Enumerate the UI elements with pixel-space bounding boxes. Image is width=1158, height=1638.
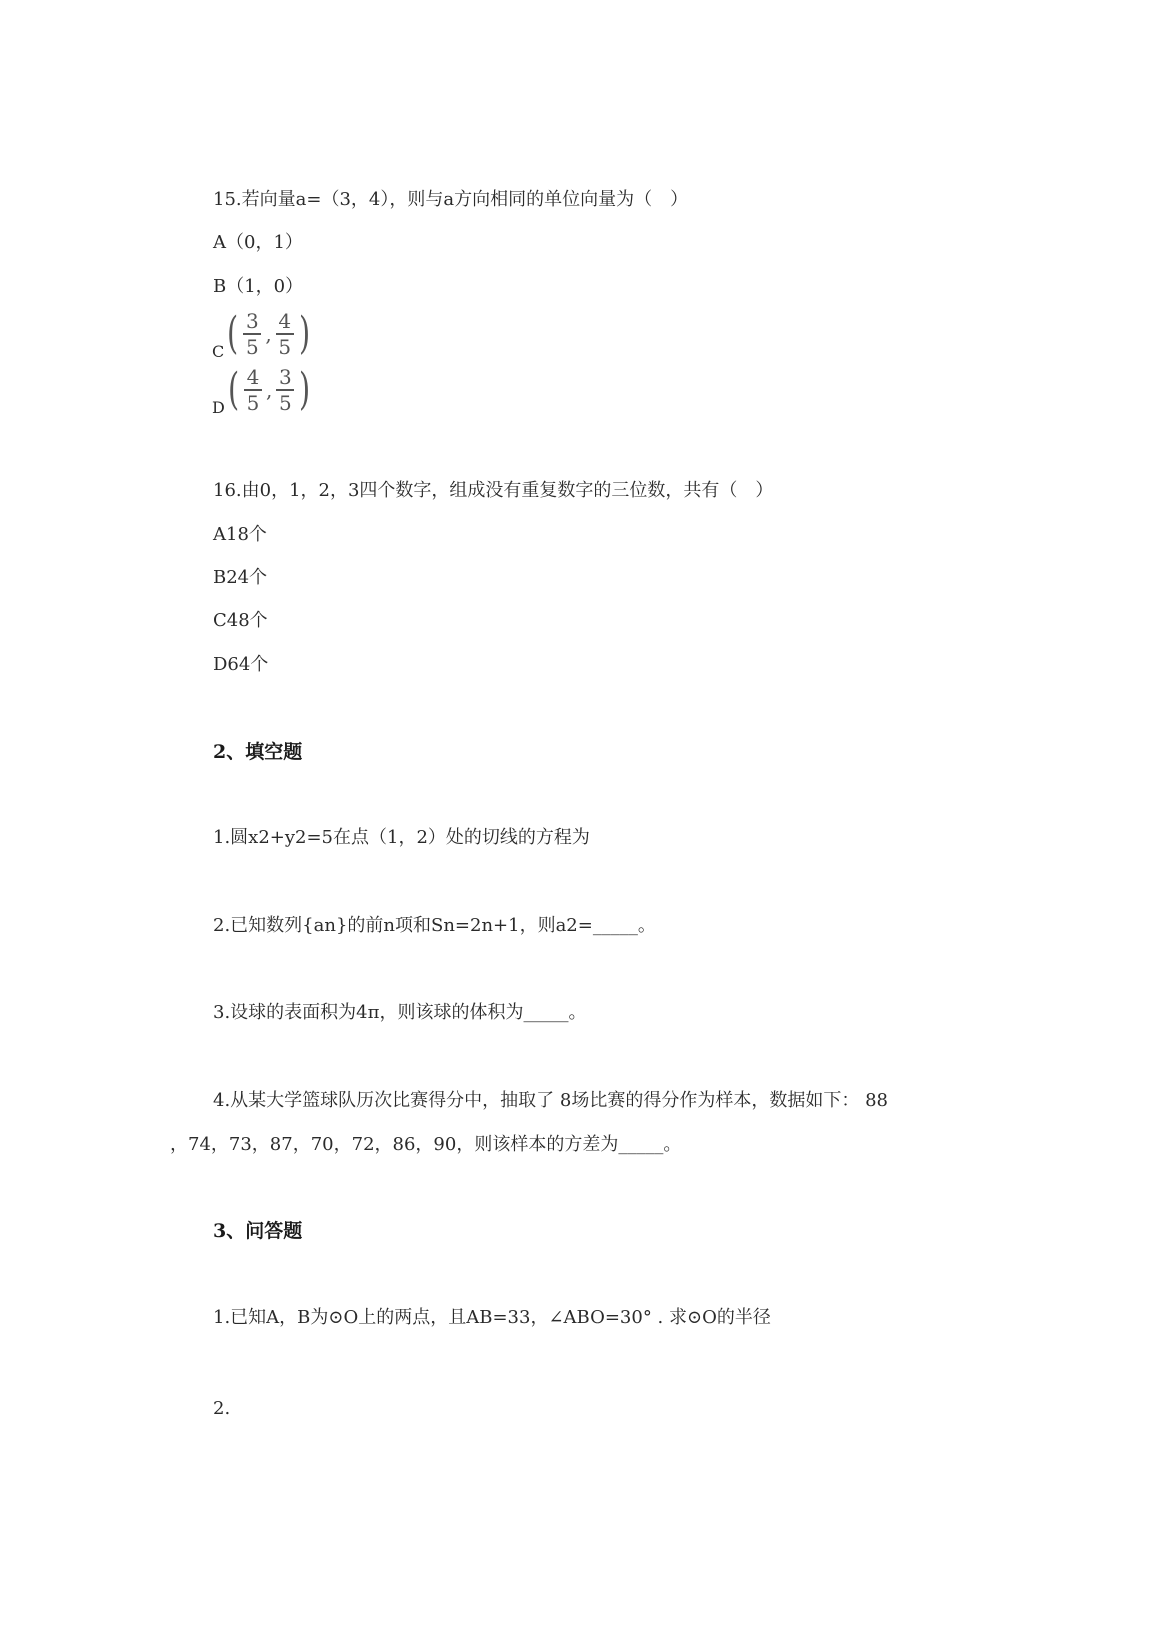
q16-option-c: C48个	[213, 610, 268, 631]
q16-option-d: D64个	[213, 654, 269, 675]
q16-stem: 16.由0，1，2，3四个数字，组成没有重复数字的三位数，共有（ ）	[213, 480, 774, 501]
numerator: 4	[246, 365, 260, 389]
numerator: 3	[278, 365, 292, 389]
essay-question-2: 2.	[213, 1398, 231, 1419]
left-paren: (	[227, 364, 239, 415]
fill-question-2: 2.已知数列{an}的前n项和Sn=2n+1，则a2=_____。	[213, 915, 656, 936]
fill-question-4-line-2: ，74，73，87，70，72，86，90，则该样本的方差为_____。	[170, 1134, 682, 1155]
fraction	[276, 310, 294, 358]
q15-option-c	[212, 308, 313, 360]
fraction	[243, 310, 261, 358]
comma: ,	[266, 378, 273, 402]
right-paren: )	[299, 364, 311, 415]
q16-option-b: B24个	[213, 567, 268, 588]
right-paren: )	[298, 308, 310, 359]
denominator: 5	[246, 391, 260, 415]
fraction	[244, 366, 262, 414]
option-letter: D	[212, 398, 225, 417]
fraction-vector	[224, 308, 313, 360]
section-2-heading: 2、填空题	[213, 741, 303, 763]
numerator: 3	[246, 309, 259, 333]
fraction-vector	[225, 364, 314, 416]
q16-option-a: A18个	[213, 524, 267, 545]
denominator: 5	[278, 391, 292, 415]
numerator: 4	[278, 309, 292, 333]
q15-option-a: A（0，1）	[213, 232, 303, 253]
option-letter: C	[212, 342, 225, 361]
q15-option-b: B（1，0）	[213, 276, 304, 297]
fill-question-1: 1.圆x2+y2=5在点（1，2）处的切线的方程为	[213, 827, 590, 848]
essay-question-1: 1.已知A，B为⊙O上的两点，且AB=33，∠ABO=30° . 求⊙O的半径	[213, 1307, 771, 1328]
q15-stem: 15.若向量a=（3，4），则与a方向相同的单位向量为（ ）	[213, 189, 689, 210]
fraction	[276, 366, 294, 414]
fill-question-4-line-1: 4.从某大学篮球队历次比赛得分中，抽取了 8场比赛的得分作为样本，数据如下： 88	[213, 1090, 888, 1111]
comma: ,	[265, 322, 272, 346]
q15-option-d	[212, 364, 314, 416]
section-3-heading: 3、问答题	[213, 1220, 303, 1242]
denominator: 5	[246, 335, 259, 359]
left-paren: (	[227, 308, 239, 359]
denominator: 5	[278, 335, 292, 359]
fill-question-3: 3.设球的表面积为4π，则该球的体积为_____。	[213, 1002, 587, 1023]
